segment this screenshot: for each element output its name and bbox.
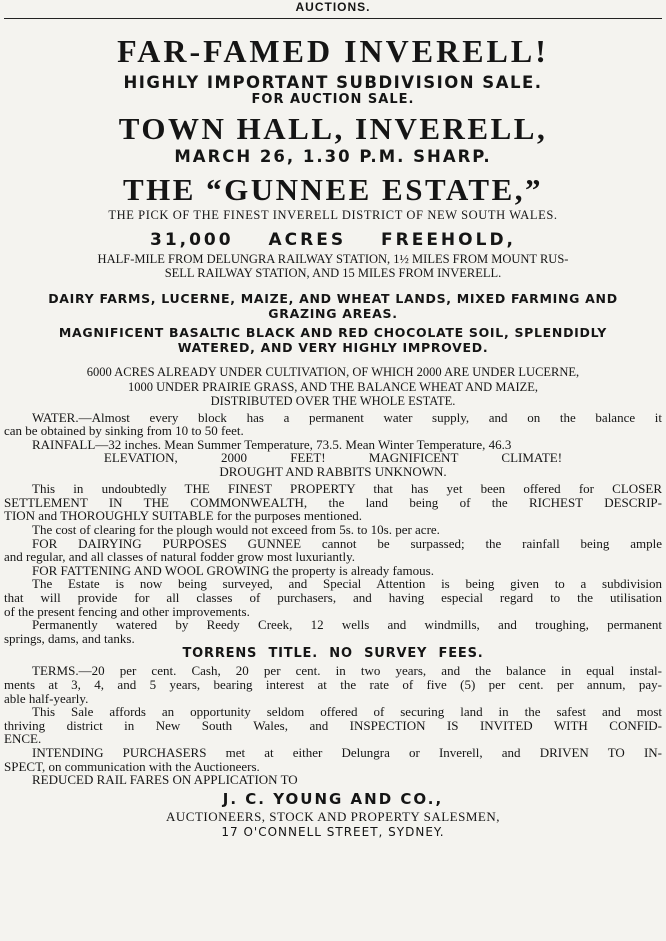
fattening-paragraph	[4, 564, 662, 578]
soil-line: MAGNIFICENT BASALTIC BLACK AND RED CHOCOLATE SOIL, SPLENDIDLY	[58, 325, 608, 340]
pick-line: THE PICK OF THE FINEST INVERELL DISTRICT OF NEW SOUTH WALES.	[108, 208, 558, 222]
address-line: 17 O'CONNELL STREET, SYDNEY.	[221, 824, 445, 839]
fattening-line: FOR FATTENING AND WOOL GROWING the property is already famous.	[32, 562, 434, 578]
ad-title: FAR-FAMED INVERELL!	[117, 33, 549, 69]
farms-line: GRAZING AREAS.	[268, 306, 398, 321]
survey-paragraph	[4, 577, 662, 618]
venue: TOWN HALL, INVERELL,	[118, 111, 548, 146]
terms-line: able half-yearly.	[4, 690, 89, 706]
rainfall-paragraph	[4, 438, 662, 452]
section-header: AUCTIONS.	[4, 0, 662, 19]
soil-line: WATERED, AND VERY HIGHLY IMPROVED.	[177, 340, 489, 355]
rainfall-line: RAINFALL—32 inches. Mean Summer Temperature, 73.5. Mean Winter Temperature, 46.3	[32, 436, 512, 452]
company-name: J. C. YOUNG AND CO.,	[222, 789, 444, 808]
terms-line: ments at 3, 4, and 5 years, bearing interest at the rate of five (5) per cent. per annum, pay-	[4, 677, 662, 692]
property-line: TION and THOROUGHLY SUITABLE for the purposes mentioned.	[4, 508, 362, 524]
opportunity-line: thriving district in New South Wales, and INSPECTION IS INVITED WITH CONFID-	[4, 717, 662, 733]
cultivation-text	[4, 365, 662, 409]
watered-line: springs, dams, and tanks.	[4, 630, 135, 646]
survey-line: The Estate is now being surveyed, and Special Attention is being given to a subdivision	[32, 576, 662, 592]
for-auction-sale: FOR AUCTION SALE.	[251, 92, 415, 107]
survey-line: that will provide for all classes of purchasers, and having especial regard to the utilisation	[4, 590, 662, 606]
cultivation-line: 1000 UNDER PRAIRIE GRASS, AND THE BALANCE WHEAT AND MAIZE,	[127, 379, 539, 394]
location-text	[4, 252, 662, 280]
terms-paragraph	[4, 664, 662, 705]
property-paragraph	[4, 482, 662, 523]
location-line: SELL RAILWAY STATION, AND 15 MILES FROM INVERELL.	[164, 266, 502, 280]
ad-subtitle: HIGHLY IMPORTANT SUBDIVISION SALE.	[123, 73, 543, 92]
survey-line: of the present fencing and other improvements.	[4, 603, 250, 619]
torrens-title: TORRENS TITLE. NO SURVEY FEES.	[182, 646, 484, 662]
terms-line: TERMS.—20 per cent. Cash, 20 per cent. in two years, and the balance in equal instal-	[32, 663, 662, 679]
drought-line: DROUGHT AND RABBITS UNKNOWN.	[219, 464, 447, 480]
opportunity-line: This Sale affords an opportunity seldom offered of securing land in the safest and most	[32, 704, 662, 720]
opportunity-line: ENCE.	[4, 731, 42, 747]
auctioneers-line: AUCTIONEERS, STOCK AND PROPERTY SALESMEN,	[166, 808, 500, 824]
clearing-paragraph	[4, 523, 662, 537]
farms-text	[4, 291, 662, 321]
purchasers-paragraph	[4, 746, 662, 773]
purchasers-line: SPECT, on communication with the Auctioneers.	[4, 758, 260, 774]
opportunity-paragraph	[4, 705, 662, 746]
dairying-line: FOR DAIRYING PURPOSES GUNNEE cannot be surpassed; the rainfall being ample	[32, 535, 662, 551]
dairying-paragraph	[4, 537, 662, 564]
rail-fares-paragraph	[4, 773, 662, 787]
dairying-line: and regular, and all classes of natural fodder grow most luxuriantly.	[4, 549, 355, 565]
cultivation-line: DISTRIBUTED OVER THE WHOLE ESTATE.	[210, 394, 456, 408]
watered-line: Permanently watered by Reedy Creek, 12 wells and windmills, and troughing, permanent	[32, 617, 662, 633]
acres-freehold: 31,000 ACRES FREEHOLD,	[149, 230, 517, 250]
water-line: WATER.—Almost every block has a permanent water supply, and on the balance it	[32, 409, 662, 425]
elevation-line: ELEVATION, 2000 FEET! MAGNIFICENT CLIMATE!	[103, 450, 563, 466]
water-paragraph	[4, 411, 662, 438]
farms-line: DAIRY FARMS, LUCERNE, MAIZE, AND WHEAT LANDS, MIXED FARMING AND	[48, 291, 618, 306]
watered-paragraph	[4, 618, 662, 645]
estate-name: THE “GUNNEE ESTATE,”	[122, 172, 544, 207]
rail-fares-line: REDUCED RAIL FARES ON APPLICATION TO	[32, 772, 298, 788]
location-line: HALF-MILE FROM DELUNGRA RAILWAY STATION, 1½ MILES FROM MOUNT RUS-	[97, 252, 569, 266]
sale-date-time: MARCH 26, 1.30 P.M. SHARP.	[174, 147, 492, 166]
purchasers-line: INTENDING PURCHASERS met at either Delungra or Inverell, and DRIVEN TO IN-	[32, 744, 662, 760]
soil-text	[4, 325, 662, 355]
clearing-line: The cost of clearing for the plough would not exceed from 5s. to 10s. per acre.	[32, 522, 440, 538]
cultivation-line: 6000 ACRES ALREADY UNDER CULTIVATION, OF WHICH 2000 ARE UNDER LUCERNE,	[86, 365, 580, 379]
property-line: This in undoubtedly THE FINEST PROPERTY that has yet been offered for CLOSER	[32, 481, 662, 497]
property-line: SETTLEMENT IN THE COMMONWEALTH, the land being of the RICHEST DESCRIP-	[4, 494, 662, 510]
water-line: can be obtained by sinking from 10 to 50 feet.	[4, 423, 244, 439]
